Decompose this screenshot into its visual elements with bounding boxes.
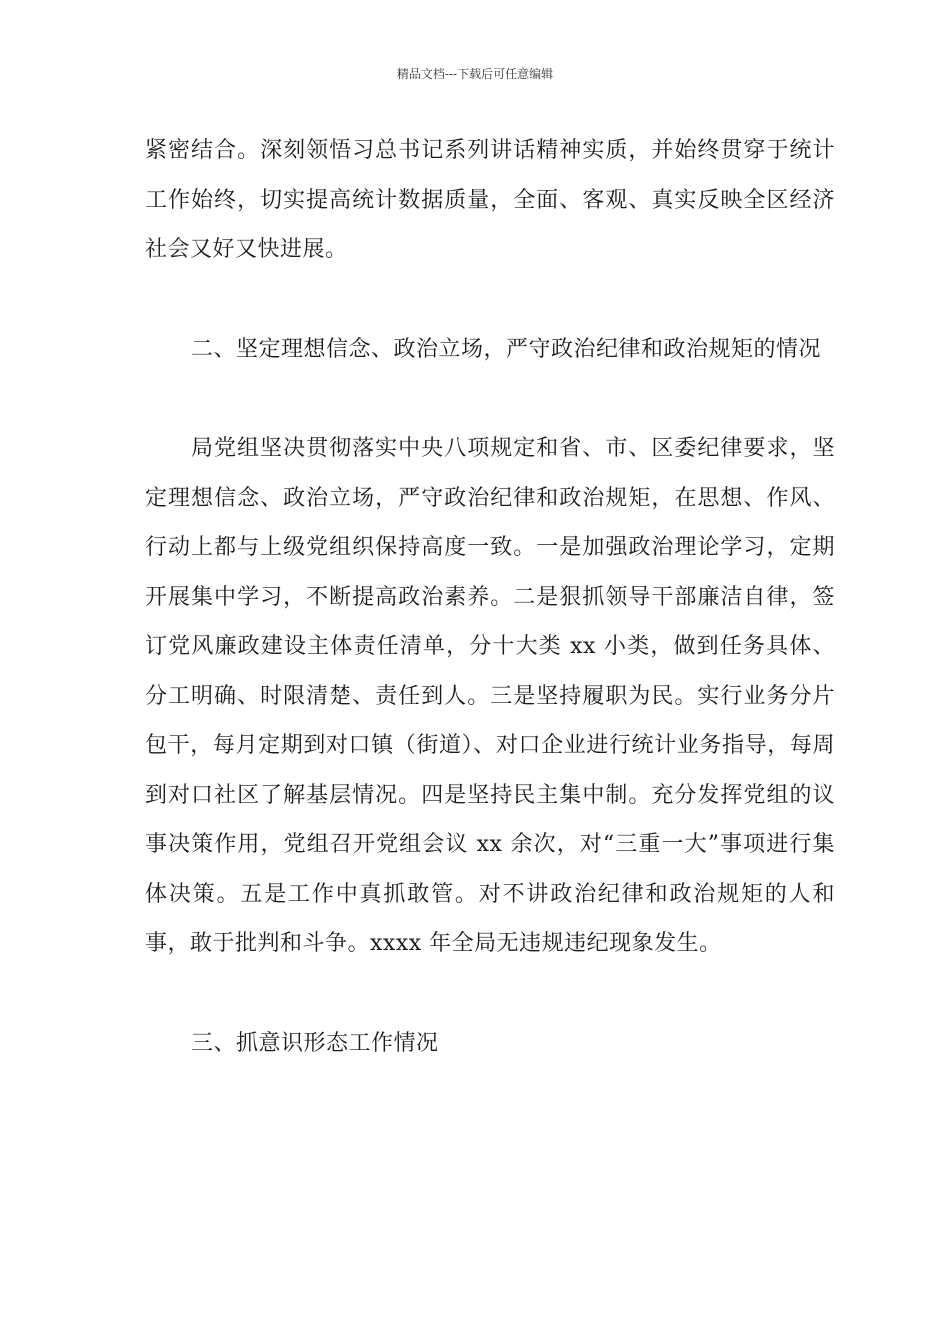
document-body xyxy=(145,126,835,1068)
section-heading-2: 二、坚定理想信念、政治立场，严守政治纪律和政治规矩的情况 xyxy=(191,336,822,362)
paragraph-continuation: 紧密结合。深刻领悟习总书记系列讲话精神实质，并始终贯穿于统计工作始终，切实提高统计数据质量，全面、客观、真实反映全区经济社会又好又快进展。 xyxy=(145,138,835,262)
paragraph-section-2-body: 局党组坚决贯彻落实中央八项规定和省、市、区委纪律要求，坚定理想信念、政治立场，严守政治纪律和政治规矩，在思想、作风、行动上都与上级党组织保持高度一致。一是加强政治理论学习，定期开展集中学习，不断提高政治素养。二是狠抓领导干部廉洁自律，签订党风廉政建设主体责任清单，分十大类 xx 小类，做到任务具体、分工明确、时限清楚、责任到人。三是坚持履职为民。实行业务分片包干，每月定期到对口镇（街道）、对口企业进行统计业务指导，每周到对口社区了解基层情况。四是坚持民主集中制。充分发挥党组的议事决策作用，党组召开党组会议 xx 余次，对“三重一大”事项进行集体决策。五是工作中真抓敢管。对不讲政治纪律和政治规矩的人和事，敢于批判和斗争。xxxx 年全局无违规违纪现象发生。 xyxy=(145,436,835,956)
page-header: 精品文档---下载后可任意编辑 xyxy=(396,67,554,81)
section-heading-3: 三、抓意识形态工作情况 xyxy=(191,1030,439,1056)
